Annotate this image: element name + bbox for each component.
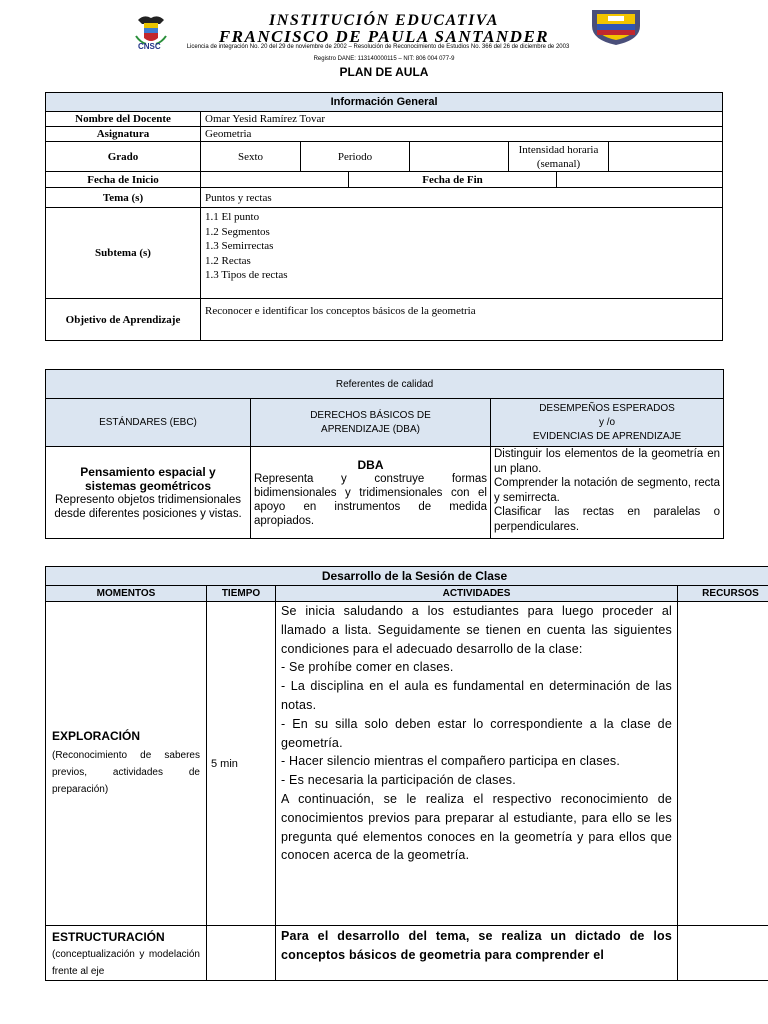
intensidad-label-2: (semanal) bbox=[536, 157, 581, 170]
referentes-table bbox=[45, 369, 724, 539]
document-header bbox=[0, 0, 768, 84]
tiempo-cell bbox=[207, 926, 276, 981]
desempenos-cell bbox=[491, 447, 724, 539]
sesion-table bbox=[45, 566, 768, 981]
desempeno-item: Comprender la notación de segmento, recta y semirrecta. bbox=[494, 477, 720, 504]
subtema-item: 1.3 Tipos de rectas bbox=[205, 269, 288, 281]
momento-cell bbox=[46, 602, 207, 926]
institution-name-line1: INSTITUCIÓN EDUCATIVA bbox=[269, 12, 499, 29]
actividad-paragraph: - En su silla solo deben estar lo correspondiente a la clase de geometría. bbox=[281, 716, 672, 750]
intensidad-label-1: Intensidad horaria bbox=[518, 143, 599, 156]
recursos-cell bbox=[678, 602, 768, 926]
dba-cell bbox=[251, 447, 491, 539]
recursos-cell bbox=[678, 926, 768, 981]
dba-header-line1: DERECHOS BÁSICOS DE bbox=[310, 409, 431, 421]
actividad-paragraph: Se inicia saludando a los estudiantes para luego proceder al llamado a lista. Seguidamente se tienen en cuenta las siguientes condiciones para el adecuado desarrollo de la clase: bbox=[281, 604, 672, 656]
periodo-value bbox=[410, 142, 509, 172]
dba-text: Representa y construye formas bidimensionales y tridimensionales con el apoyo en instrumentos de medida apropiados. bbox=[254, 472, 487, 527]
intensidad-label bbox=[509, 142, 609, 172]
asignatura-label: Asignatura bbox=[46, 127, 201, 142]
actividad-paragraph: - Hacer silencio mientras el compañero participa en clases. bbox=[281, 754, 621, 769]
fecha-fin-label: Fecha de Fin bbox=[349, 172, 557, 188]
docente-label: Nombre del Docente bbox=[46, 112, 201, 127]
tema-label: Tema (s) bbox=[46, 188, 201, 208]
desempenos-header bbox=[491, 399, 724, 447]
fecha-inicio-value bbox=[201, 172, 349, 188]
grado-value: Sexto bbox=[201, 142, 301, 172]
objetivo-label: Objetivo de Aprendizaje bbox=[46, 299, 201, 341]
subtema-item: 1.2 Segmentos bbox=[205, 225, 270, 238]
docente-value: Omar Yesid Ramírez Tovar bbox=[201, 112, 723, 127]
actividad-paragraph: - La disciplina en el aula es fundamental en determinación de las notas. bbox=[281, 679, 672, 712]
document-title: PLAN DE AULA bbox=[339, 65, 429, 79]
dba-header-line2: APRENDIZAJE (DBA) bbox=[321, 423, 420, 435]
subtema-item: 1.3 Semirrectas bbox=[205, 240, 274, 252]
intensidad-value bbox=[609, 142, 723, 172]
actividad-paragraph: - Es necesaria la participación de clases. bbox=[281, 773, 516, 788]
tiempo-cell: 5 min bbox=[207, 602, 276, 926]
momentos-header: MOMENTOS bbox=[46, 586, 207, 602]
sesion-title: Desarrollo de la Sesión de Clase bbox=[46, 567, 768, 586]
recursos-header: RECURSOS bbox=[678, 586, 768, 602]
ebc-title: Pensamiento espacial y sistemas geométricos bbox=[80, 464, 216, 493]
tema-value: Puntos y rectas bbox=[201, 188, 723, 208]
subtema-item: 1.2 Rectas bbox=[205, 254, 251, 267]
actividades-header: ACTIVIDADES bbox=[276, 586, 678, 602]
actividades-cell bbox=[276, 926, 678, 981]
actividad-paragraph: - Se prohíbe comer en clases. bbox=[281, 660, 454, 675]
ebc-header: ESTÁNDARES (EBC) bbox=[46, 399, 251, 447]
momento-cell bbox=[46, 926, 207, 981]
subtema-item: 1.1 El punto bbox=[205, 211, 260, 223]
table-row bbox=[46, 926, 768, 981]
desempenos-header-line2: y /o bbox=[598, 416, 616, 428]
institution-name-line2: FRANCISCO DE PAULA SANTANDER bbox=[218, 27, 550, 46]
desempeno-item: Distinguir los elementos de la geometría en un plano. bbox=[494, 448, 720, 475]
referentes-title: Referentes de calidad bbox=[46, 370, 724, 399]
momento-description: (Reconocimiento de saberes previos, actividades de preparación) bbox=[52, 750, 200, 795]
grado-label: Grado bbox=[46, 142, 201, 172]
general-info-table bbox=[45, 92, 723, 341]
dba-title: DBA bbox=[357, 457, 384, 472]
general-info-title: Información General bbox=[46, 93, 723, 112]
cnsc-logo: CNSC bbox=[138, 42, 161, 51]
ebc-cell bbox=[46, 447, 251, 539]
subtema-list bbox=[201, 208, 723, 299]
momento-title: EXPLORACIÓN bbox=[52, 729, 141, 743]
resolution-text: Licencia de integración No. 20 del 29 de noviembre de 2002 – Resolución de Reconocimiento de Estudios No. 366 del 26 de diciembre de 2003 bbox=[186, 44, 570, 50]
actividad-paragraph: Para el desarrollo del tema, se realiza un dictado de los conceptos básicos de geometria para comprender el bbox=[281, 929, 672, 962]
periodo-label: Periodo bbox=[301, 142, 410, 172]
fecha-inicio-label: Fecha de Inicio bbox=[46, 172, 201, 188]
subtema-label: Subtema (s) bbox=[46, 208, 201, 299]
objetivo-value: Reconocer e identificar los conceptos básicos de la geometria bbox=[201, 299, 723, 341]
desempeno-item: Clasificar las rectas en paralelas o perpendiculares. bbox=[494, 506, 720, 533]
momento-title: ESTRUCTURACIÓN bbox=[52, 930, 165, 944]
ebc-text: Represento objetos tridimensionales desde diferentes posiciones y vistas. bbox=[54, 493, 242, 520]
actividad-paragraph: A continuación, se le realiza el respectivo reconocimiento de conocimientos previos para preparar al estudiante, para ello se les pregunta qué elementos conoces en la geometría y para ellos que conocen acerca de la geometría. bbox=[281, 791, 672, 863]
registry-text: Registro DANE: 113140000115 – NIT: 806 004 077-9 bbox=[313, 56, 455, 62]
table-row bbox=[46, 602, 768, 926]
desempenos-header-line1: DESEMPEÑOS ESPERADOS bbox=[539, 402, 675, 414]
momento-description: (conceptualización y modelación frente al eje bbox=[52, 949, 200, 977]
desempenos-header-line3: EVIDENCIAS DE APRENDIZAJE bbox=[532, 430, 682, 442]
tiempo-header: TIEMPO bbox=[207, 586, 276, 602]
dba-header bbox=[251, 399, 491, 447]
fecha-fin-value bbox=[557, 172, 723, 188]
actividades-cell bbox=[276, 602, 678, 926]
asignatura-value: Geometria bbox=[201, 127, 723, 142]
